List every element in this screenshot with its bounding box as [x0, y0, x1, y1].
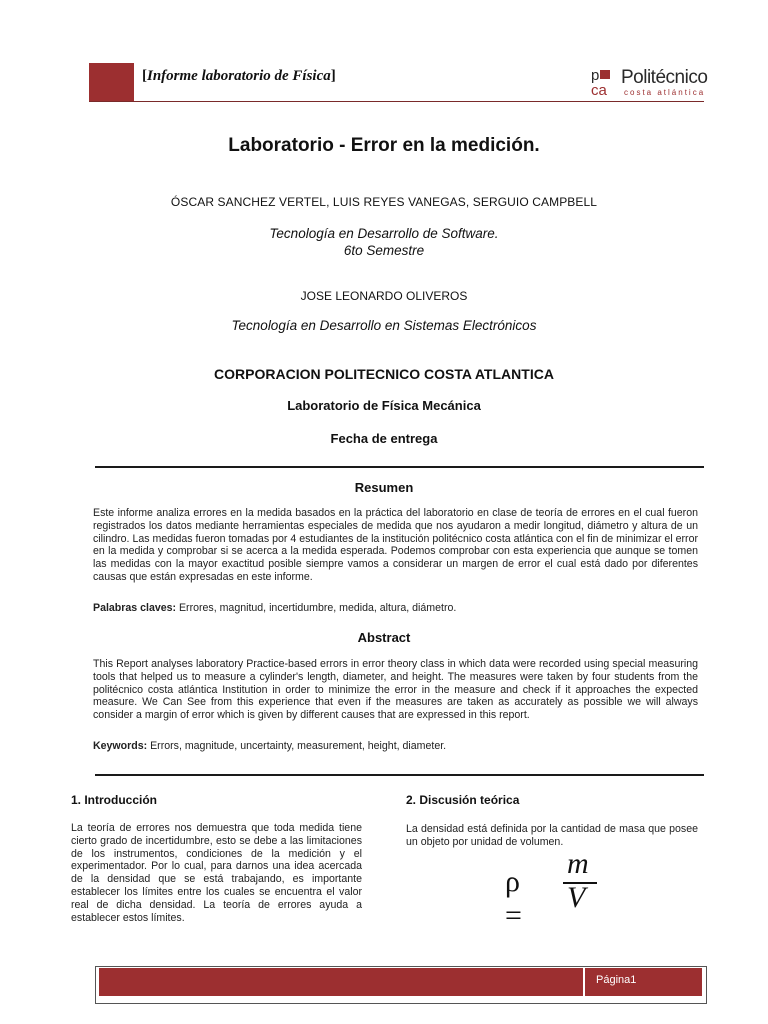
- header-title: [Informe laboratorio de Física]: [142, 68, 336, 84]
- politecnico-logo: [590, 66, 708, 100]
- theory-heading: 2. Discusión teórica: [406, 793, 520, 807]
- formula-lhs: ρ =: [505, 865, 522, 932]
- authors: ÓSCAR SANCHEZ VERTEL, LUIS REYES VANEGAS, SERGUIO CAMPBELL: [170, 195, 598, 209]
- logo-mark-ca: ca: [591, 82, 607, 98]
- paper-title: Laboratorio - Error en la medición.: [228, 135, 540, 156]
- header-accent-box: [89, 63, 134, 101]
- formula-numerator: m: [567, 847, 589, 880]
- formula-denominator: V: [567, 881, 586, 914]
- footer-separator: [583, 968, 585, 996]
- divider-top: [95, 466, 704, 468]
- intro-heading: 1. Introducción: [71, 793, 158, 807]
- abstract-heading: Abstract: [357, 630, 411, 645]
- page-number: Página1: [596, 974, 637, 986]
- lab-name: Laboratorio de Física Mecánica: [287, 398, 481, 413]
- program-2: Tecnología en Desarrollo en Sistemas Electrónicos: [231, 318, 537, 333]
- resumen-heading: Resumen: [354, 480, 414, 495]
- logo-mark-p: p: [591, 67, 600, 84]
- program-1-line-2: 6to Semestre: [343, 243, 425, 258]
- theory-body: La densidad está definida por la cantidad de masa que posee un objeto por unidad de volumen.: [406, 823, 698, 848]
- logo-subtitle: costa atlántica: [624, 88, 706, 97]
- logo-name: Politécnico: [621, 67, 708, 88]
- intro-body: La teoría de errores nos demuestra que toda medida tiene cierto grado de incertidumbre, esto se debe a las limitaciones de los instrumentos, condiciones de la medición y el experimentador. Por lo cual, para darnos una idea acercada de la densidad que se está trabajando, es importante establecer los límites entre los cuales se encuentra el valor real de dicha densidad. La teoría de errores ayuda a establecer estos límites.: [71, 822, 362, 924]
- institution: CORPORACION POLITECNICO COSTA ATLANTICA: [214, 366, 554, 382]
- tutor: JOSE LEONARDO OLIVEROS: [300, 289, 468, 303]
- resumen-keywords: Palabras claves: Errores, magnitud, incertidumbre, medida, altura, diámetro.: [93, 602, 457, 614]
- abstract-body: This Report analyses laboratory Practice-based errors in error theory class in which data were recorded using special measuring tools that helped us to measure a cylinder's length, diameter, and height. The measures were taken by four students from the politécnico costa atlántica Institution in order to minimize the error in the measure and check if it approaches the expected measure. We Can See from this experience that even if the measures are taken as accurately as possible we will always consider a margin of error which is given by different causes that are expressed in this report.: [93, 658, 698, 722]
- program-1: [0, 225, 768, 259]
- divider-bottom: [95, 774, 704, 776]
- abstract-keywords: Keywords: Errors, magnitude, uncertainty, measurement, height, diameter.: [93, 740, 447, 752]
- program-1-line-1: Tecnología en Desarrollo de Software.: [269, 226, 499, 241]
- pca-logo-icon: [590, 66, 620, 98]
- header-rule: [89, 101, 704, 102]
- resumen-body: Este informe analiza errores en la medida basados en la práctica del laboratorio en clase de teoría de errores en el cual fueron registrados los datos mediante herramientas especiales de medida que nos ayudaron a medir longitud, diámetro y altura de un cilindro. Las medidas fueron tomadas por 4 estudiantes de la institución politécnico costa atlántica con el fin de minimizar el error en la medida y comprobar si se acerca a la medida esperada. Podemos comprobar con esta experiencia que aunque se tomen las medidas con la mayor exactitud posible siempre vamos a considerar un margen de error el cual está dado por diferentes causas que están expresadas en este informe.: [93, 507, 698, 583]
- delivery-date-label: Fecha de entrega: [330, 431, 438, 446]
